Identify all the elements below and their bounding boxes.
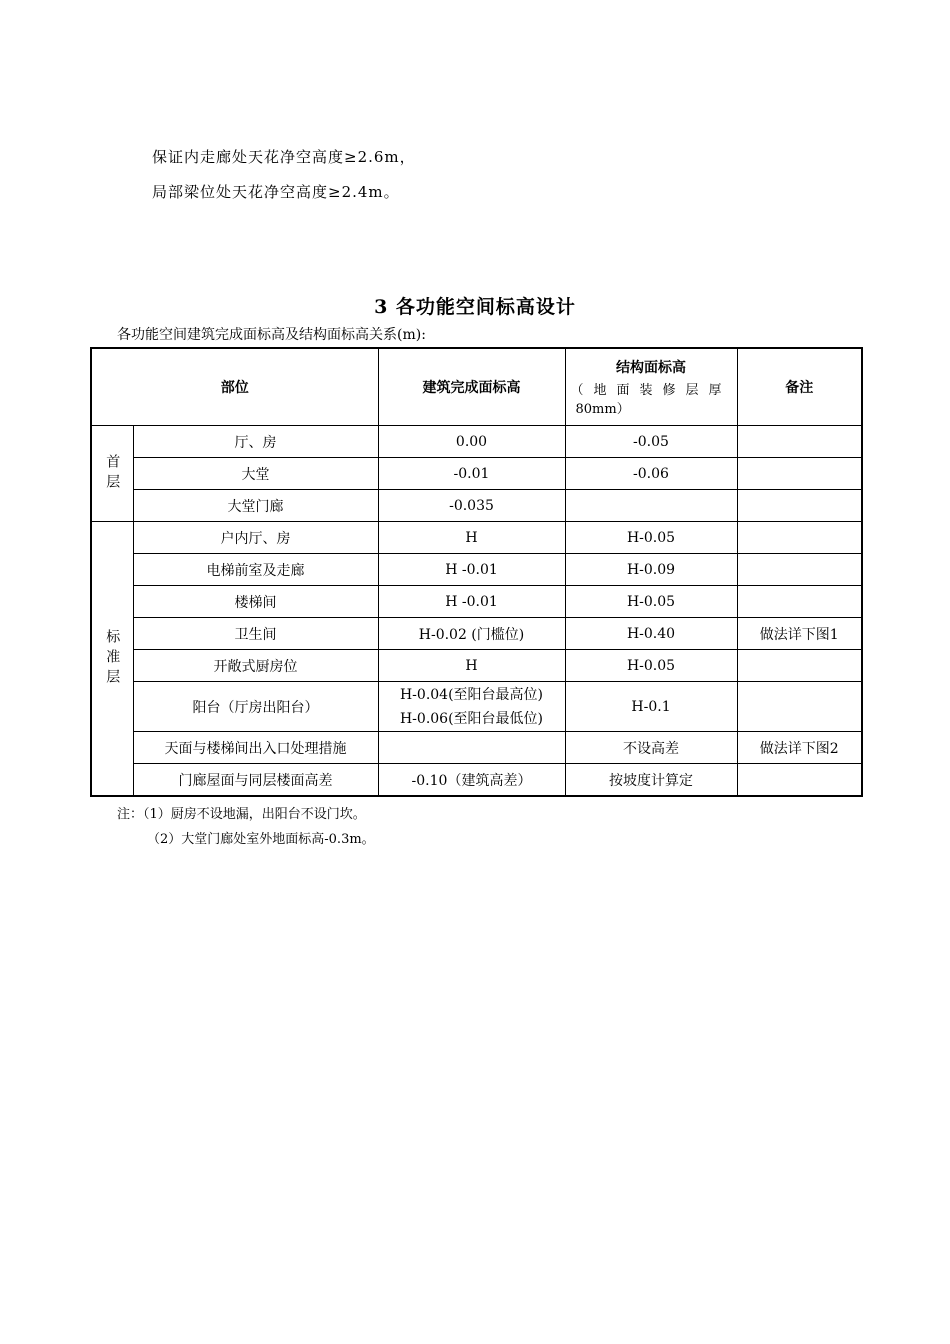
cell-struct: -0.06 <box>565 458 737 490</box>
header-structural-elevation <box>565 348 737 426</box>
cell-finish <box>378 682 565 732</box>
intro-line-2: 局部梁位处天花净空高度≥2.4m。 <box>152 183 400 201</box>
cell-finish: -0.035 <box>378 490 565 522</box>
cell-location: 门廊屋面与同层楼面高差 <box>133 764 378 797</box>
cell-remark <box>737 682 862 732</box>
cell-struct <box>565 490 737 522</box>
cell-remark <box>737 586 862 618</box>
cell-location: 阳台（厅房出阳台） <box>133 682 378 732</box>
cell-location: 楼梯间 <box>133 586 378 618</box>
note-2: （2）大堂门廊处室外地面标高-0.3m。 <box>147 832 375 847</box>
cell-finish: -0.01 <box>378 458 565 490</box>
note-1: 注：（1）厨房不设地漏，出阳台不设门坎。 <box>117 807 366 822</box>
table-header-row <box>91 348 862 426</box>
cell-location: 厅、房 <box>133 426 378 458</box>
intro-line-1: 保证内走廊处天花净空高度≥2.6m， <box>152 148 416 166</box>
cell-finish: H <box>378 522 565 554</box>
cell-remark <box>737 490 862 522</box>
elevation-table <box>90 347 863 797</box>
header-struct-title: 结构面标高 <box>616 360 686 376</box>
table-row <box>91 618 862 650</box>
header-location: 部位 <box>91 348 378 426</box>
cell-struct: H-0.05 <box>565 586 737 618</box>
cell-struct: 按坡度计算定 <box>565 764 737 797</box>
cell-struct: H-0.05 <box>565 522 737 554</box>
cell-remark: 做法详下图1 <box>737 618 862 650</box>
cell-struct: H-0.1 <box>565 682 737 732</box>
cell-finish: H -0.01 <box>378 554 565 586</box>
table-row <box>91 764 862 797</box>
cell-location: 天面与楼梯间出入口处理措施 <box>133 732 378 764</box>
cell-finish: H-0.02 (门槛位) <box>378 618 565 650</box>
cell-finish: -0.10（建筑高差） <box>378 764 565 797</box>
cell-remark <box>737 554 862 586</box>
cell-location: 户内厅、房 <box>133 522 378 554</box>
header-struct-sub2: 80mm） <box>575 402 630 417</box>
cell-location: 卫生间 <box>133 618 378 650</box>
table-row <box>91 490 862 522</box>
table-row <box>91 682 862 732</box>
cell-location: 电梯前室及走廊 <box>133 554 378 586</box>
cell-remark <box>737 650 862 682</box>
cell-finish <box>378 732 565 764</box>
cell-remark <box>737 522 862 554</box>
table-caption: 各功能空间建筑完成面标高及结构面标高关系(m): <box>117 327 426 343</box>
table-row <box>91 426 862 458</box>
cell-remark <box>737 764 862 797</box>
cell-location: 大堂 <box>133 458 378 490</box>
cell-struct: H-0.05 <box>565 650 737 682</box>
cell-location: 大堂门廊 <box>133 490 378 522</box>
cell-finish-low: H-0.06(至阳台最低位) <box>399 710 544 727</box>
cell-location: 开敞式厨房位 <box>133 650 378 682</box>
cell-finish: H -0.01 <box>378 586 565 618</box>
table-row <box>91 732 862 764</box>
table-row <box>91 458 862 490</box>
cell-remark: 做法详下图2 <box>737 732 862 764</box>
header-finish-elevation: 建筑完成面标高 <box>378 348 565 426</box>
table-row <box>91 554 862 586</box>
group-first-floor: 首层 <box>91 426 133 522</box>
table-row <box>91 650 862 682</box>
section-title: 3 各功能空间标高设计 <box>374 296 576 318</box>
cell-struct: H-0.40 <box>565 618 737 650</box>
cell-remark <box>737 426 862 458</box>
cell-finish-high: H-0.04(至阳台最高位) <box>399 686 544 703</box>
group-standard-floor: 标准层 <box>91 522 133 797</box>
table-row <box>91 586 862 618</box>
cell-finish: H <box>378 650 565 682</box>
header-struct-sub1: （地面装修层厚 <box>570 383 732 398</box>
cell-struct: -0.05 <box>565 426 737 458</box>
header-remarks: 备注 <box>737 348 862 426</box>
cell-struct: 不设高差 <box>565 732 737 764</box>
cell-finish: 0.00 <box>378 426 565 458</box>
cell-remark <box>737 458 862 490</box>
cell-struct: H-0.09 <box>565 554 737 586</box>
table-row <box>91 522 862 554</box>
